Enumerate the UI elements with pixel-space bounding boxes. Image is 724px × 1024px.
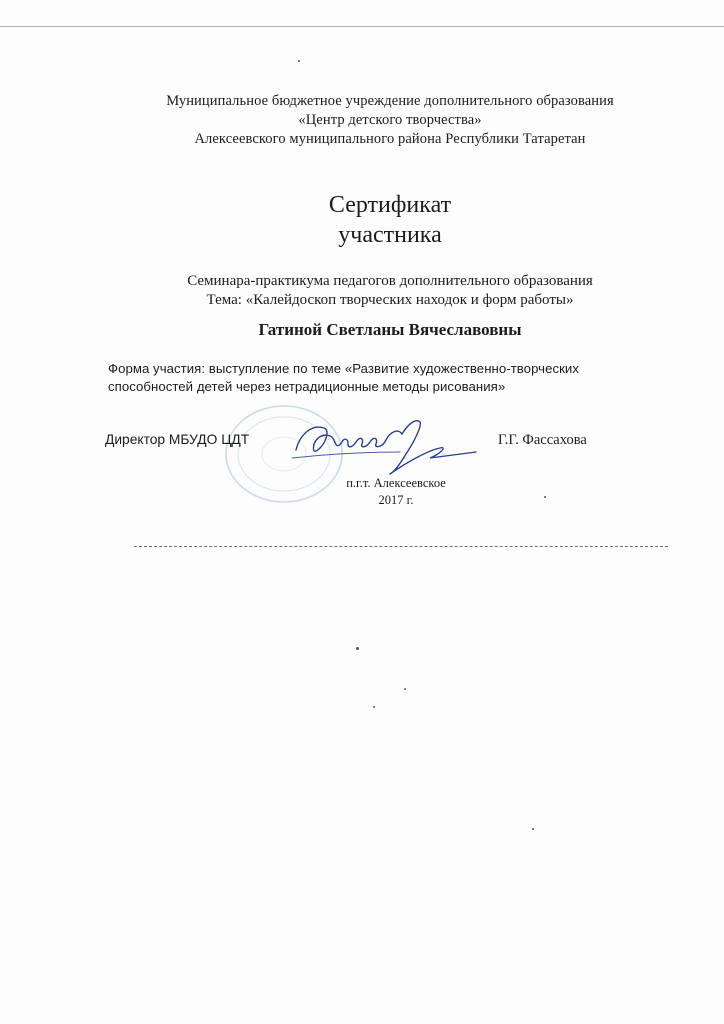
event-description [60,272,720,310]
recipient-name: Гатиной Светланы Вячеславовны [258,320,522,339]
certificate-title-line-1: Сертификат [328,192,452,218]
organization-line-1: Муниципальное бюджетное учреждение дополнительного образования [166,93,614,109]
organization-line-3: Алексеевского муниципального района Республики Татаретан [194,131,586,147]
certificate-year: 2017 г. [378,493,414,507]
scan-speck [373,706,375,708]
handwritten-signature [290,414,480,478]
director-name: Г.Г. Фассахова [498,432,587,448]
organization-header [60,92,720,149]
organization-line-2: «Центр детского творчества» [298,112,482,128]
participation-line-1: Форма участия: выступление по теме «Развитие художественно-творческих [108,361,579,376]
bottom-dashed-rule [134,546,668,547]
director-position-label: Директор МБУДО ЦДТ [105,432,250,447]
event-theme: Тема: «Калейдоскоп творческих находок и форм работы» [206,292,574,308]
scan-speck [532,828,534,830]
scan-speck [404,688,406,690]
participation-form [108,360,678,396]
certificate-title [60,190,720,250]
certificate-title-line-2: участника [338,222,442,248]
place-name: п.г.т. Алексеевское [346,476,446,490]
scan-speck [544,496,546,498]
participation-line-2: способностей детей через нетрадиционные методы рисования» [108,379,506,394]
scan-speck [356,647,359,650]
scan-top-edge [0,26,724,27]
place-and-date [86,475,706,509]
scan-speck [298,60,300,62]
event-line-1: Семинара-практикума педагогов дополнительного образования [187,273,593,289]
